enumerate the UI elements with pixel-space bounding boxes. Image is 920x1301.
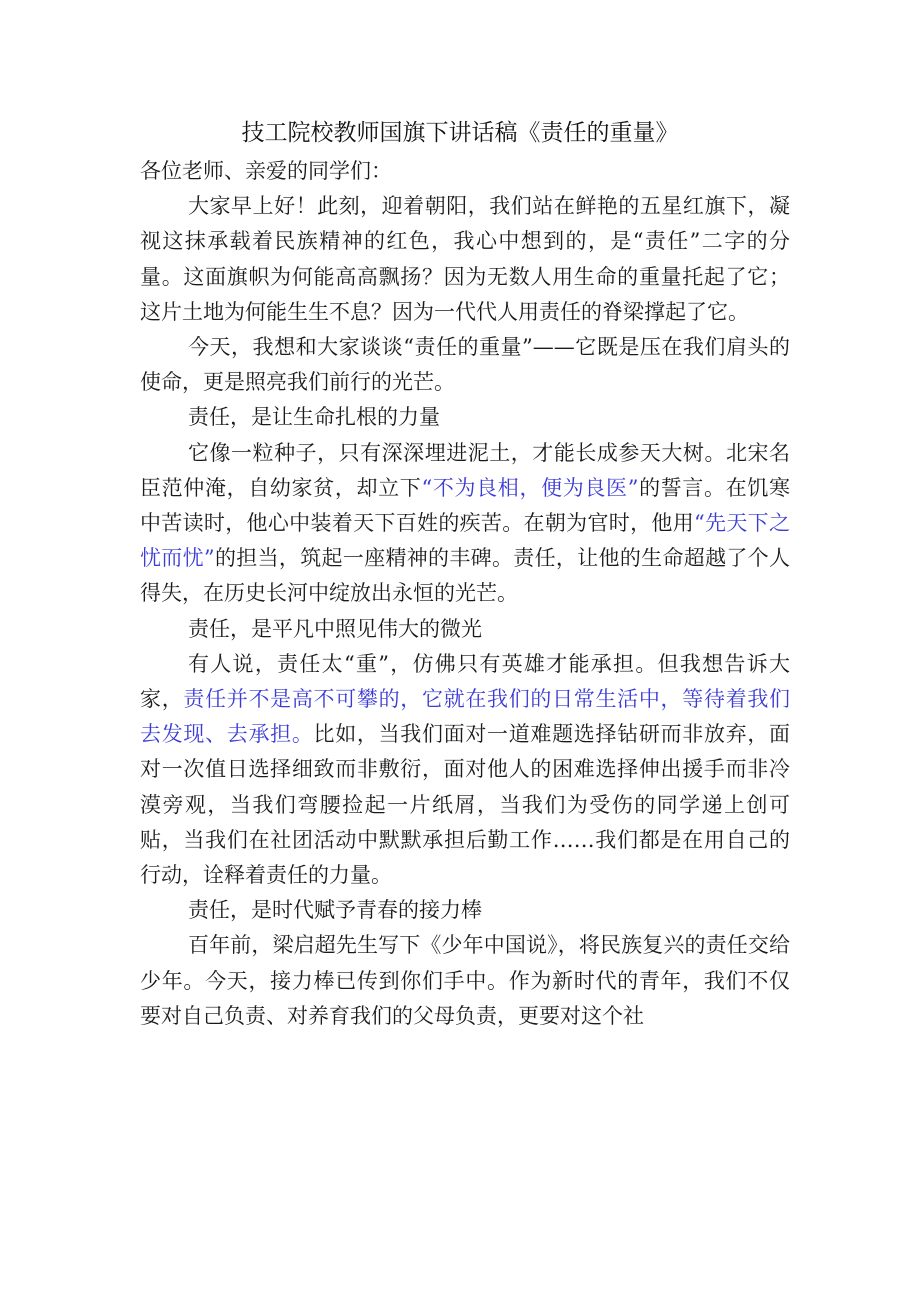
text-run: 的担当，筑起一座精神的丰碑。责任，让他的生命超越了个人得失，在历史长河中绽放出永恒的光芒。	[140, 546, 790, 606]
section-heading-3: 责任，是时代赋予青春的接力棒	[188, 898, 482, 923]
paragraph-fan-zhongyan	[140, 436, 790, 612]
paragraph-everyday	[140, 647, 790, 893]
paragraph-opening: 大家早上好！此刻，迎着朝阳，我们站在鲜艳的五星红旗下，凝视这抹承载着民族精神的红色，我心中想到的，是“责任”二字的分量。这面旗帜为何能高高飘扬？因为无数人用生命的重量托起了它；这片土地为何能生生不息？因为一代代人用责任的脊梁撑起了它。	[140, 194, 790, 324]
paragraph-topic: 今天，我想和大家谈谈“责任的重量”——它既是压在我们肩头的使命，更是照亮我们前行的光芒。	[140, 335, 790, 395]
text-run: 的誓言。在饥寒中苦读时，他心中装着天下百姓的疾苦。在朝为官时，他用	[140, 475, 791, 536]
text-run: 比如，当我们面对一道难题选择钻研而非放弃，面对一次值日选择细致而非敷衍，面对他人的困难选择伸出援手而非冷漠旁观，当我们弯腰捡起一片纸屑，当我们为受伤的同学递上创可贴，当我们在社团活动中默默承担后勤工作……我们都是在用自己的行动，诠释着责任的力量。	[140, 722, 791, 888]
text-run: 有人说，责任太“重”，仿佛只有英雄才能承担。但我想告诉大家，	[140, 651, 790, 712]
highlight-sentence: 责任并不是高不可攀的，它就在我们的日常生活中，等待着我们去发现、去承担。	[140, 687, 791, 747]
highlight-quote: “先天下之忧而忧”	[140, 511, 790, 571]
document-title: 技工院校教师国旗下讲话稿《责任的重量》	[241, 120, 679, 146]
greeting: 各位老师、亲爱的同学们：	[140, 159, 392, 183]
section-heading-1: 责任，是让生命扎根的力量	[188, 405, 440, 430]
paragraph-youth: 百年前，梁启超先生写下《少年中国说》，将民族复兴的责任交给少年。今天，接力棒已传到你们手中。作为新时代的青年，我们不仅要对自己负责、对养育我们的父母负责，更要对这个社	[140, 933, 790, 1028]
section-heading-2: 责任，是平凡中照见伟大的微光	[188, 616, 482, 641]
text-run: 它像一粒种子，只有深深埋进泥土，才能长成参天大树。北宋名臣范仲淹，自幼家贫，却立下	[140, 440, 790, 500]
document-body	[140, 154, 790, 1034]
highlight-quote: “不为良相，便为良医”	[421, 475, 639, 500]
